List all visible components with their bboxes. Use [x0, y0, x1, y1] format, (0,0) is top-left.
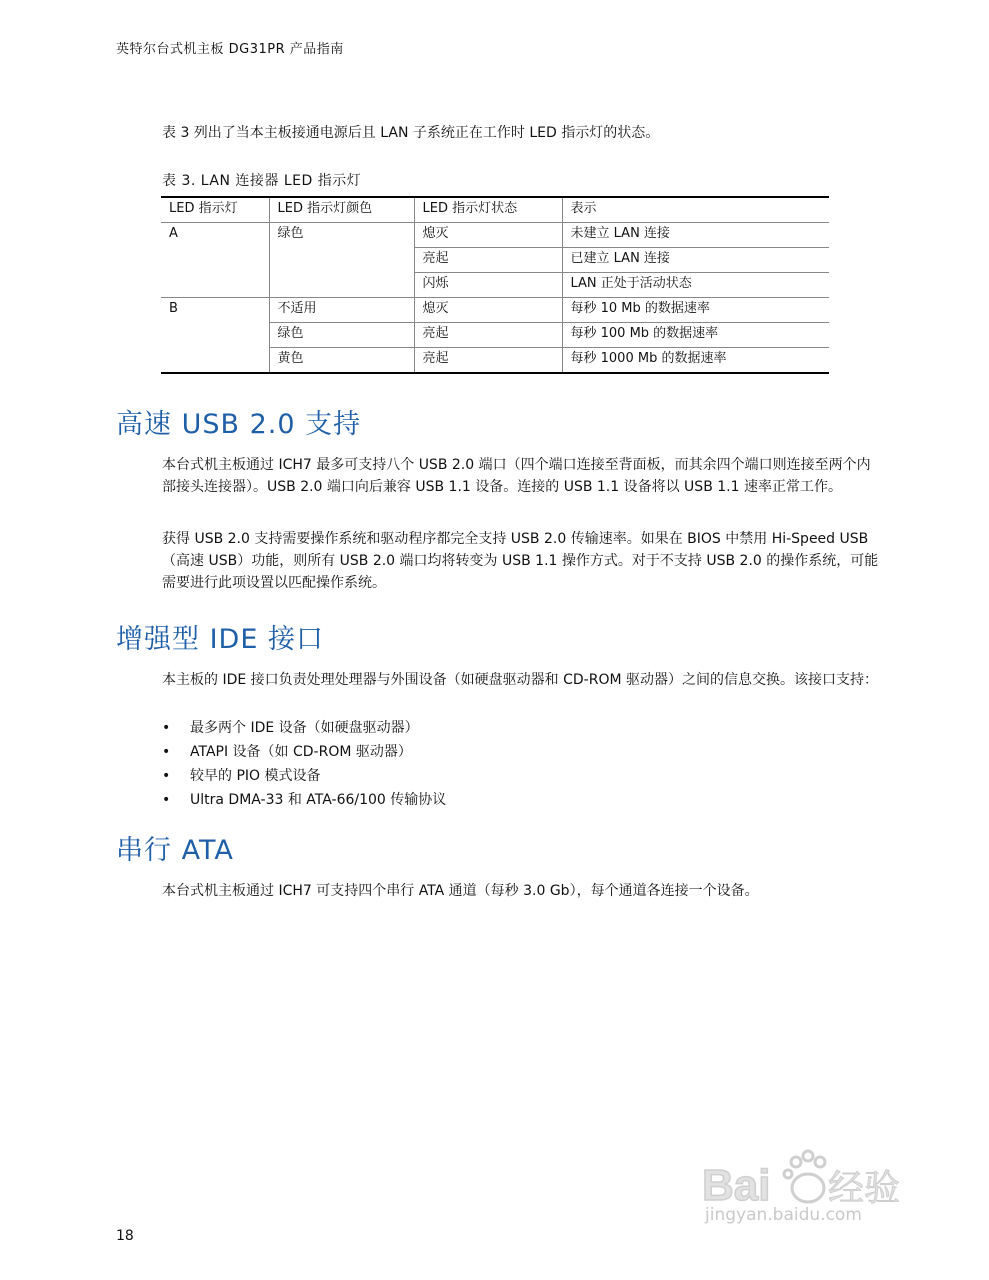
- section-heading-sata: 串行 ATA: [116, 835, 234, 866]
- table-cell: LAN 正处于活动状态: [562, 273, 829, 298]
- table-row: [161, 223, 829, 248]
- led-table: [161, 196, 829, 374]
- table-cell: 亮起: [414, 348, 562, 374]
- table-cell: [269, 248, 414, 273]
- table-cell: 闪烁: [414, 273, 562, 298]
- table-cell: [161, 273, 269, 298]
- bullet-dot-icon: •: [162, 744, 171, 760]
- table-cell: B: [169, 301, 178, 316]
- table-row: [161, 273, 829, 298]
- watermark-url: jingyan.baidu.com: [705, 1205, 862, 1225]
- column-header: 表示: [562, 197, 829, 223]
- bullet-dot-icon: •: [162, 792, 171, 808]
- bullet-dot-icon: •: [162, 768, 171, 784]
- table-cell: [161, 323, 269, 348]
- table-cell: [161, 248, 269, 273]
- column-header: LED 指示灯颜色: [269, 197, 414, 223]
- bullet-dot-icon: •: [162, 720, 171, 736]
- table-cell: 亮起: [414, 323, 562, 348]
- svg-text:经验: 经验: [828, 1168, 901, 1209]
- table-cell: [269, 273, 414, 298]
- ide-bullet-list: [162, 716, 446, 812]
- table-row: [161, 323, 829, 348]
- sata-paragraph: 本台式机主板通过 ICH7 可支持四个串行 ATA 通道（每秒 3.0 Gb），每个通道各连接一个设备。: [162, 883, 759, 899]
- section-heading-ide: 增强型 IDE 接口: [116, 624, 324, 655]
- list-item: • 最多两个 IDE 设备（如硬盘驱动器）: [162, 716, 446, 740]
- baidu-jingyan-watermark-logo: [700, 1130, 940, 1250]
- list-item: • Ultra DMA-33 和 ATA-66/100 传输协议: [162, 788, 446, 812]
- column-header: LED 指示灯状态: [414, 197, 562, 223]
- table-cell: 熄灭: [414, 298, 562, 323]
- page-number: 18: [116, 1228, 134, 1244]
- list-item: • 较早的 PIO 模式设备: [162, 764, 446, 788]
- usb-paragraph-2: 获得 USB 2.0 支持需要操作系统和驱动程序都完全支持 USB 2.0 传输速率。如果在 BIOS 中禁用 Hi-Speed USB（高速 USB）功能，则所有 USB 2.0 端口均将转变为 USB 1.1 操作方式。对于不支持 USB 2.0 的操作系统，可能需要进行此项设置以匹配操作系统。: [162, 531, 879, 591]
- table-cell: 已建立 LAN 连接: [562, 248, 829, 273]
- table-intro-text: 表 3 列出了当本主板接通电源后且 LAN 子系统正在工作时 LED 指示灯的状态。: [162, 125, 660, 141]
- section-heading-usb: 高速 USB 2.0 支持: [116, 409, 362, 440]
- table-cell: 每秒 100 Mb 的数据速率: [562, 323, 829, 348]
- list-item: • ATAPI 设备（如 CD-ROM 驱动器）: [162, 740, 446, 764]
- ide-paragraph: 本主板的 IDE 接口负责处理处理器与外围设备（如硬盘驱动器和 CD-ROM 驱动器）之间的信息交换。该接口支持：: [162, 672, 878, 688]
- table-cell: [161, 348, 269, 374]
- table-row: [161, 348, 829, 374]
- svg-text:Bai: Bai: [702, 1161, 771, 1210]
- table-cell: 每秒 1000 Mb 的数据速率: [562, 348, 829, 374]
- table-cell: A: [169, 226, 178, 241]
- table-cell: 不适用: [269, 298, 414, 323]
- table-cell: 未建立 LAN 连接: [562, 223, 829, 248]
- table-cell: 亮起: [414, 248, 562, 273]
- table-cell: 熄灭: [414, 223, 562, 248]
- column-header: LED 指示灯: [169, 201, 238, 216]
- table-cell: 黄色: [269, 348, 414, 374]
- page-header: 英特尔台式机主板 DG31PR 产品指南: [116, 42, 344, 57]
- table-caption: 表 3. LAN 连接器 LED 指示灯: [162, 173, 362, 189]
- table-cell: 每秒 10 Mb 的数据速率: [562, 298, 829, 323]
- table-row: [161, 248, 829, 273]
- table-cell: 绿色: [269, 323, 414, 348]
- usb-paragraph-1: 本台式机主板通过 ICH7 最多可支持八个 USB 2.0 端口（四个端口连接至背面板，而其余四个端口则连接至两个内部接头连接器）。USB 2.0 端口向后兼容 USB 1.1 设备。连接的 USB 1.1 设备将以 USB 1.1 速率正常工作。: [162, 457, 871, 495]
- table-cell: 绿色: [269, 223, 414, 248]
- table-row: [161, 298, 829, 323]
- table-header-row: [161, 197, 829, 223]
